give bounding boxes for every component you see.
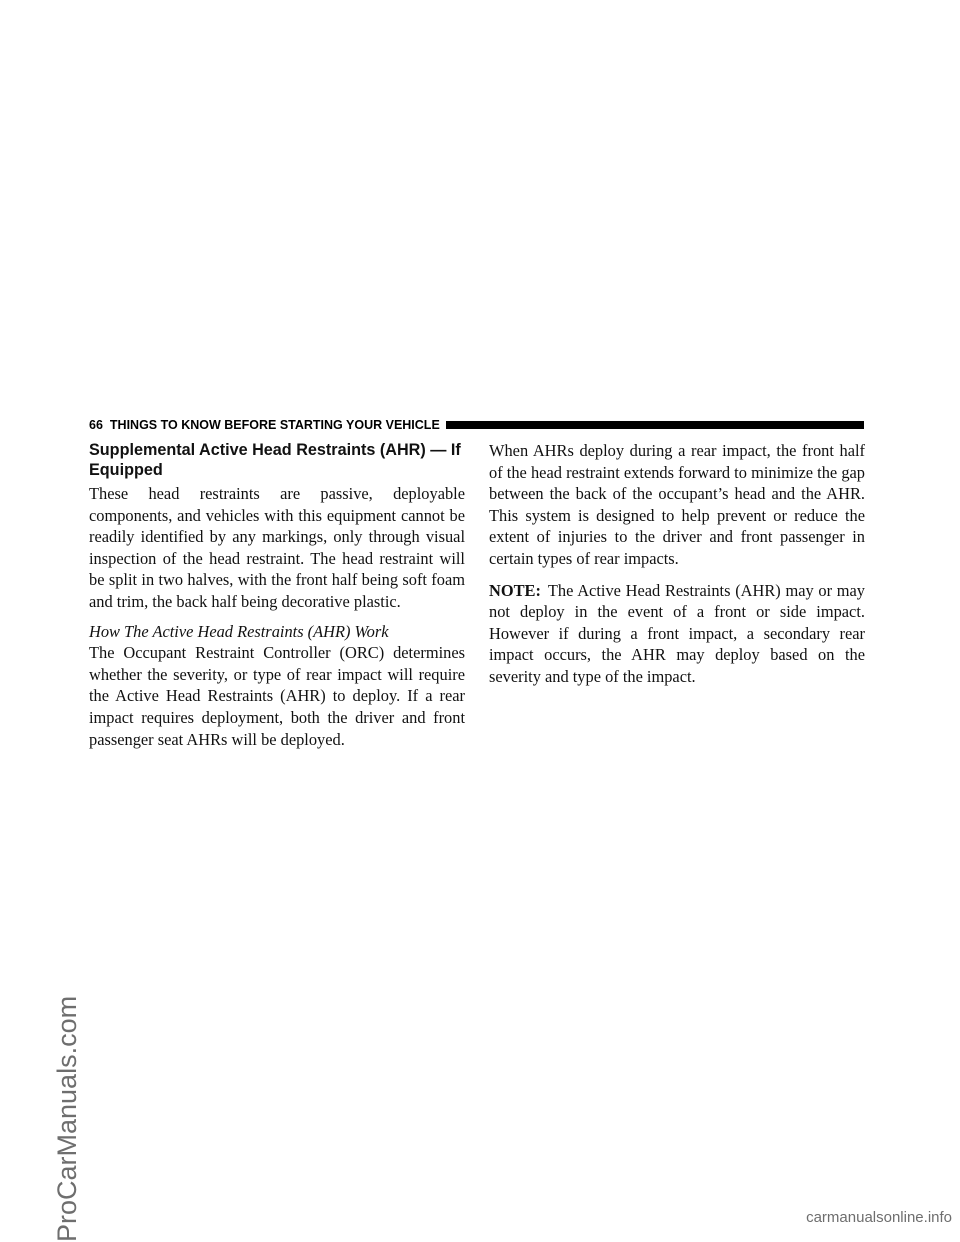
left-column	[89, 440, 465, 750]
section-heading: Supplemental Active Head Restraints (AHR) — If Equipped	[89, 441, 461, 479]
note-text: The Active Head Restraints (AHR) may or may not deploy in the event of a front or side impact. However if during a front impact, a secondary rear impact occurs, the AHR may deploy based on the severity and type of the impact.	[489, 580, 865, 686]
deploy-paragraph: When AHRs deploy during a rear impact, the front half of the head restraint extends forward to minimize the gap between the back of the occupant’s head and the AHR. This system is designed to help prevent or reduce the extent of injuries to the driver and front passenger in certain types of rear impacts.	[489, 441, 865, 568]
header-rule	[446, 421, 864, 429]
note-label: NOTE:	[489, 580, 541, 600]
right-column	[489, 440, 865, 688]
footer-watermark: carmanualsonline.info	[806, 1209, 952, 1226]
page-number: 66	[89, 418, 103, 432]
note-paragraph	[489, 580, 865, 688]
orc-paragraph: The Occupant Restraint Controller (ORC) determines whether the severity, or type of rear impact will require the Active Head Restraints (AHR) to deploy. If a rear impact requires deployment, both the driver and front passenger seat AHRs will be deployed.	[89, 643, 465, 749]
header-title: THINGS TO KNOW BEFORE STARTING YOUR VEHICLE	[109, 418, 440, 432]
sub-heading: How The Active Head Restraints (AHR) Work	[89, 621, 389, 641]
page-header	[89, 417, 864, 433]
intro-paragraph: These head restraints are passive, deployable components, and vehicles with this equipment cannot be readily identified by any markings, only through visual inspection of the head restraint. The head restraint will be split in two halves, with the front half being soft foam and trim, the back half being decorative plastic.	[89, 484, 465, 611]
watermark-text: ProCarManuals.com	[52, 995, 82, 1242]
